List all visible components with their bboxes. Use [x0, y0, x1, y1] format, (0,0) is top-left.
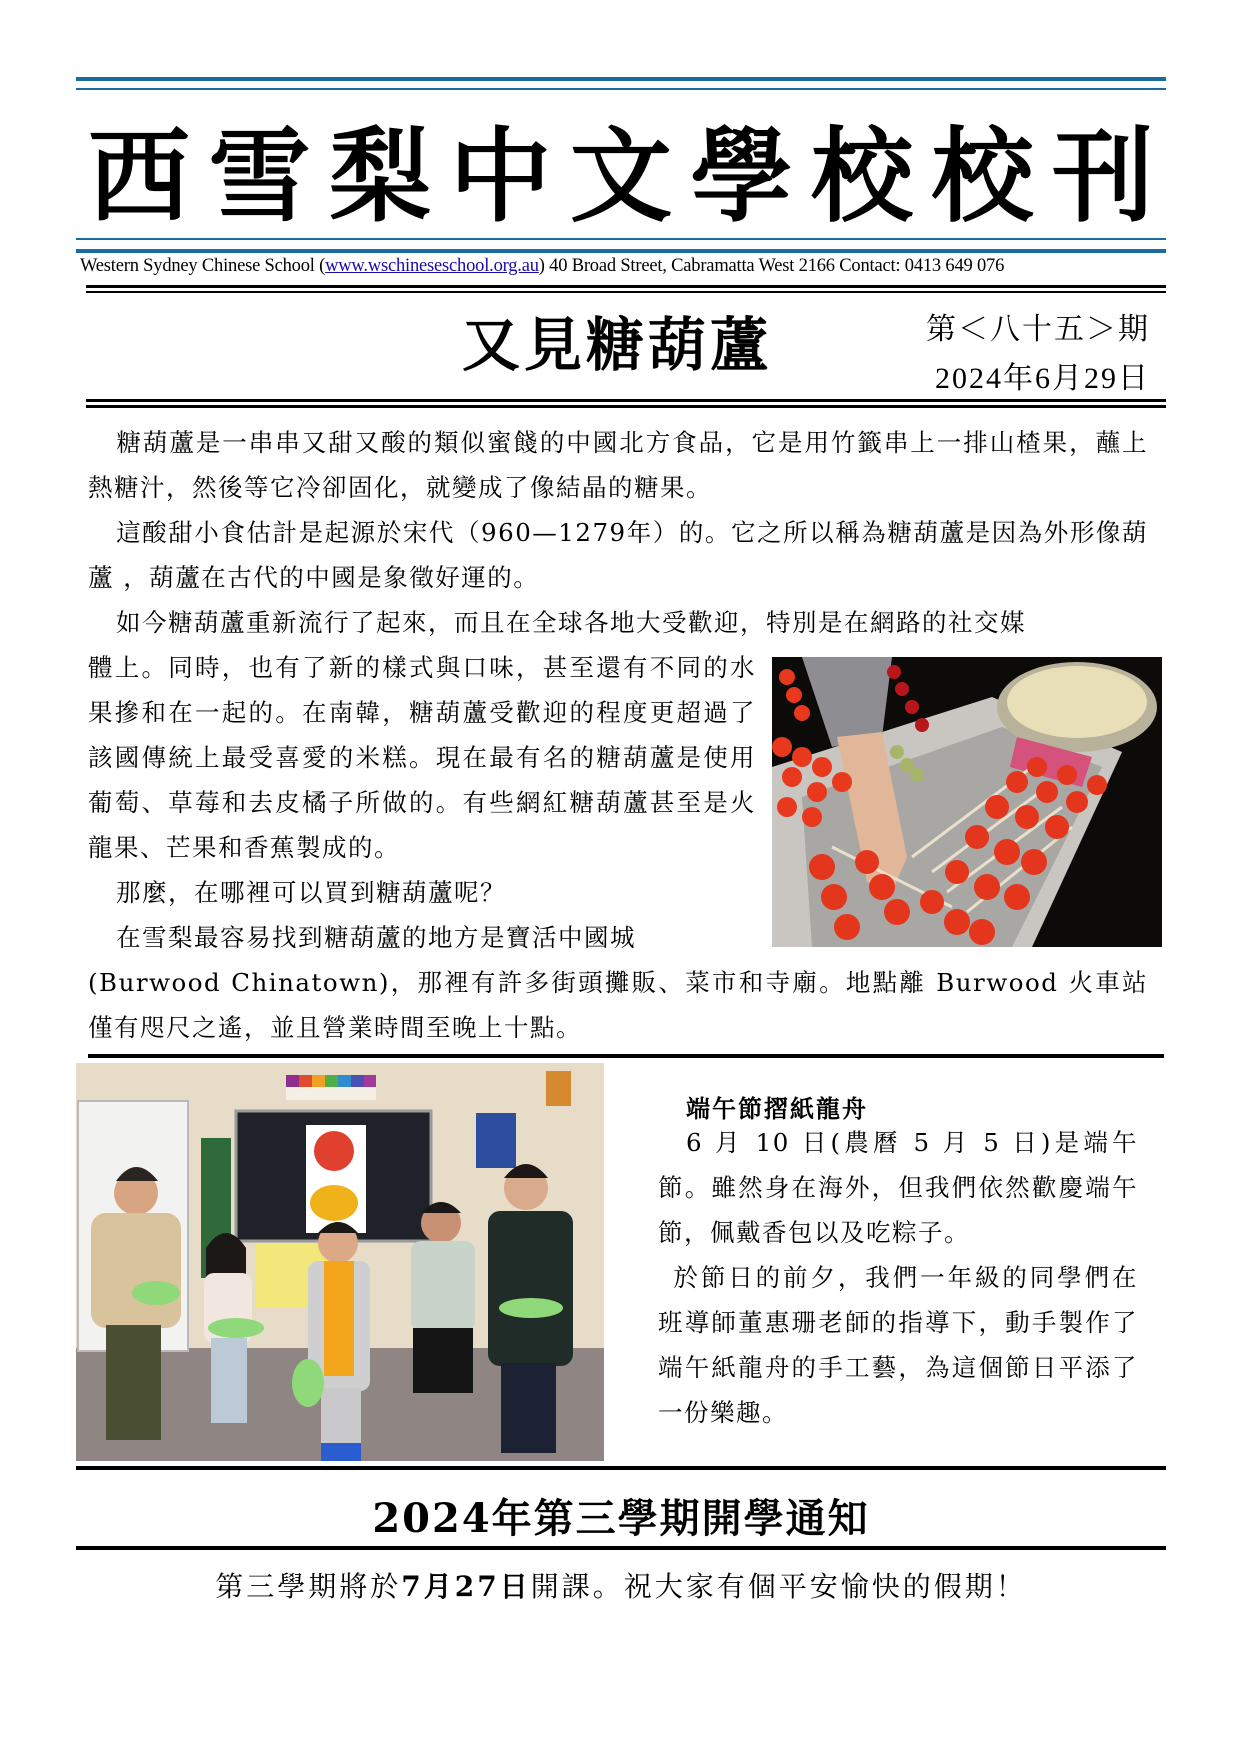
masthead-top-rule-thin	[76, 88, 1166, 90]
dragon-boat-heading: 端午節摺紙龍舟	[686, 1094, 868, 1123]
article-paragraph-3: 如今糖葫蘆重新流行了起來，而且在全球各地大受歡迎，特別是在網路的社交媒	[116, 608, 1026, 637]
masthead-top-rule-thick	[76, 77, 1166, 81]
school-name: Western Sydney Chinese School (	[80, 256, 326, 276]
article-paragraph-4: 那麼，在哪裡可以買到糖葫蘆呢？	[116, 878, 506, 907]
title-rule-bottom	[86, 405, 1166, 408]
contact-line	[80, 256, 1170, 277]
contact-rule-top	[86, 285, 1166, 288]
issue-number: 第＜八十五＞期	[926, 313, 1150, 346]
title-char: 刊	[1052, 118, 1154, 237]
notice-rule-top	[76, 1466, 1166, 1470]
title-char: 雪	[208, 118, 311, 237]
title-char: 校	[931, 118, 1034, 237]
masthead-bottom-rule-thick	[76, 249, 1166, 253]
dragon-boat-paragraph-1: 6 月 10 日(農曆 5 月 5 日)是端午節。雖然身在海外，但我們依然歡慶端午節，佩戴香包以及吃粽子。	[658, 1128, 1138, 1247]
title-char: 學	[690, 118, 793, 237]
notice-rule-bottom	[76, 1546, 1166, 1550]
masthead-bottom-rule-thin	[76, 238, 1166, 240]
title-char: 西	[88, 118, 190, 237]
address-contact: ) 40 Broad Street, Cabramatta West 2166 Contact: 0413 649 076	[538, 256, 1005, 276]
article-paragraph-3-cont: 體上。同時，也有了新的樣式與口味，甚至還有不同的水果摻和在一起的。在南韓，糖葫蘆受歡迎的程度更超過了該國傳統上最受喜愛的米糕。現在最有名的糖葫蘆是使用葡萄、草莓和去皮橘子所做的。有些網紅糖葫蘆甚至是火龍果、芒果和香蕉製成的。	[88, 653, 756, 862]
article-title: 又見糖葫蘆	[462, 311, 773, 379]
notice-body-date: 7月27日	[401, 1570, 531, 1603]
website-link[interactable]: www.wschineseschool.org.au	[325, 256, 539, 276]
contact-rule-bottom	[86, 291, 1166, 293]
classroom-photo-image	[76, 1063, 604, 1461]
article-paragraph-5: 在雪梨最容易找到糖葫蘆的地方是寶活中國城	[116, 923, 636, 952]
tanghulu-photo-image	[772, 657, 1162, 947]
tanghulu-photo	[772, 657, 1162, 947]
title-char: 文	[570, 118, 672, 237]
article-paragraph-2: 這酸甜小食估計是起源於宋代（960—1279年）的。它之所以稱為糖葫蘆是因為外形像葫蘆 ，葫蘆在古代的中國是象徵好運的。	[88, 518, 1148, 592]
dragon-boat-paragraph-2: 於節日的前夕，我們一年級的同學們在班導師董惠珊老師的指導下，動手製作了端午紙龍舟的手工藝，為這個節日平添了一份樂趣。	[658, 1263, 1138, 1427]
title-rule-top	[86, 399, 1166, 402]
notice-body	[76, 1565, 1166, 1605]
title-char: 校	[811, 118, 913, 237]
title-char: 中	[449, 118, 552, 237]
article-paragraph-5-cont: (Burwood Chinatown)，那裡有許多街頭攤販、菜市和寺廟。地點離 Burwood 火車站僅有咫尺之遙，並且營業時間至晚上十點。	[88, 968, 1148, 1042]
notice-title: 2024年第三學期開學通知	[372, 1495, 870, 1542]
notice-body-suffix: 開課。祝大家有個平安愉快的假期！	[530, 1570, 1027, 1603]
classroom-photo	[76, 1063, 604, 1461]
issue-date: 2024年6月29日	[935, 362, 1150, 395]
title-char: 梨	[329, 118, 431, 237]
notice-body-prefix: 第三學期將於	[215, 1570, 402, 1603]
section-rule-dragon-boat	[88, 1054, 1164, 1058]
masthead-title	[76, 118, 1166, 238]
article-paragraph-1: 糖葫蘆是一串串又甜又酸的類似蜜餞的中國北方食品，它是用竹籤串上一排山楂果，蘸上熱糖汁，然後等它冷卻固化，就變成了像結晶的糖果。	[88, 428, 1148, 502]
